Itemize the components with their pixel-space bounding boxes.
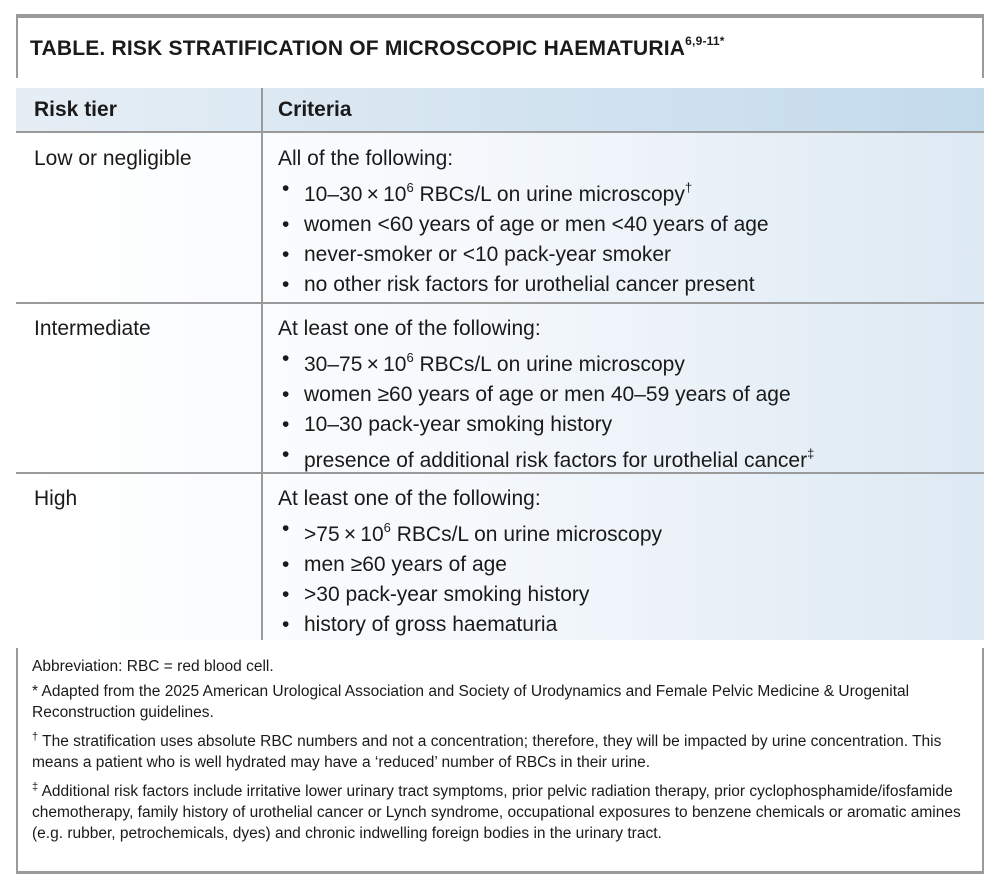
- table-title: [30, 36, 970, 76]
- footnote-abbreviation: Abbreviation: RBC = red blood cell.: [32, 658, 274, 675]
- criteria-lead: All of the following:: [278, 147, 454, 170]
- criteria-bullet: • $30-75 \times 10^6$ RBCs/L on urine microscopy: [278, 344, 814, 380]
- header-criteria: Criteria: [278, 98, 352, 121]
- tier-high: High: [34, 487, 78, 510]
- criteria-bullet: • history of gross haematuria: [278, 610, 662, 640]
- tier-low: Low or negligible: [34, 147, 192, 170]
- criteria-bullet: • women ≥60 years of age or men 40–59 years of age: [278, 380, 814, 410]
- top-rule: [16, 14, 984, 18]
- title-border-left: [16, 14, 18, 78]
- criteria-lead: At least one of the following:: [278, 317, 541, 340]
- footnote-dagger: † The stratification uses absolute RBC numbers and not a concentration; therefore, they will be impacted by urine concentration. This means a patient who is well hydrated may have a ‘reduced’ number of RBCs in their urine.: [32, 731, 942, 772]
- criteria-high: [278, 484, 662, 640]
- criteria-bullet: • $10-30 \times 10^6$ RBCs/L on urine microscopy†: [278, 174, 769, 210]
- footnote-adapted: * Adapted from the 2025 American Urological Association and Society of Urodynamics and Female Pelvic Medicine & Urogenital Reconstruction guidelines.: [32, 683, 910, 721]
- criteria-bullet: • women <60 years of age or men <40 years of age: [278, 210, 769, 240]
- criteria-low: [278, 144, 769, 300]
- notes-border-right: [982, 648, 984, 874]
- criteria-bullet: • men ≥60 years of age: [278, 550, 662, 580]
- footnotes: [32, 656, 967, 848]
- title-refs: 6,9-11*: [685, 34, 725, 48]
- footnote-double-dagger: ‡ Additional risk factors include irritative lower urinary tract symptoms, prior pelvic radiation therapy, prior cyclophosphamide/ifosfamide chemotherapy, family history of urothelial cancer or Lynch syndrome, occupational exposures to benzene chemicals or aromatic amines (e.g. rubber, petrochemicals, dyes) and chronic indwelling foreign bodies in the urinary tract.: [32, 781, 961, 843]
- title-lead: TABLE.: [30, 37, 106, 60]
- title-text: RISK STRATIFICATION OF MICROSCOPIC HAEMATURIA: [105, 37, 686, 60]
- title-border-right: [982, 14, 984, 78]
- criteria-bullet: • >30 pack-year smoking history: [278, 580, 662, 610]
- risk-table: [16, 88, 984, 640]
- criteria-bullet: • $>75 \times 10^6$ RBCs/L on urine microscopy: [278, 514, 662, 550]
- criteria-lead: At least one of the following:: [278, 487, 541, 510]
- criteria-intermediate: [278, 314, 814, 476]
- table-header: [16, 88, 984, 133]
- criteria-bullet: • never-smoker or <10 pack-year smoker: [278, 240, 769, 270]
- header-risk-tier: Risk tier: [34, 98, 117, 121]
- bottom-rule: [16, 871, 984, 874]
- criteria-bullet: • presence of additional risk factors for urothelial cancer‡: [278, 440, 814, 476]
- column-divider: [261, 88, 263, 640]
- criteria-bullet: • no other risk factors for urothelial cancer present: [278, 270, 769, 300]
- notes-border-left: [16, 648, 18, 874]
- row-divider: [16, 302, 984, 304]
- criteria-bullet: • 10–30 pack-year smoking history: [278, 410, 814, 440]
- tier-intermediate: Intermediate: [34, 317, 151, 340]
